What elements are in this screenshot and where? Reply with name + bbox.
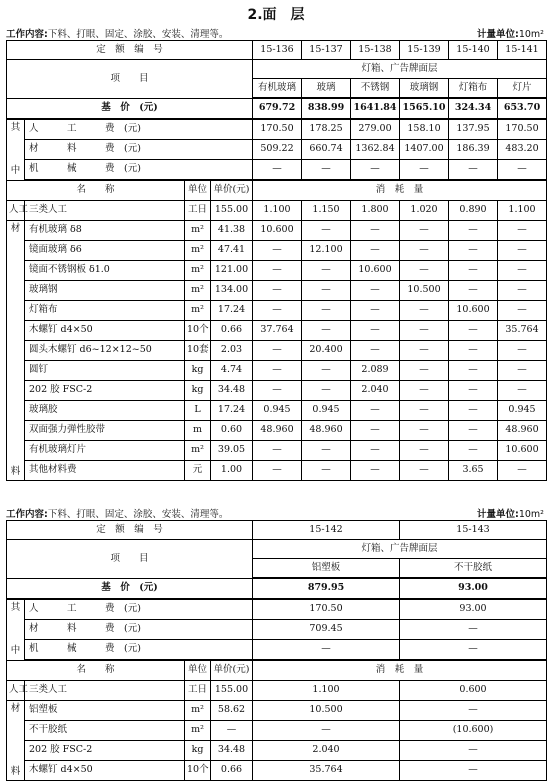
labor-side-label: 人工 [7,681,25,701]
cost-cell: — [253,640,400,661]
material-cell: — [253,301,302,321]
material-cell: — [400,701,547,721]
base-price-cell: 679.72 [253,98,302,119]
material-cell: — [302,361,351,381]
material-name: 202 胶 FSC-2 [25,381,185,401]
cost-cell: — [400,620,547,640]
cost-cell: — [400,640,547,661]
material-name: 有机玻璃 δ8 [25,221,185,241]
material-unit: kg [185,741,211,761]
column-header-row [7,660,547,681]
material-side [7,221,24,480]
cost-cell: — [351,160,400,181]
material-cell: — [400,321,449,341]
quota-table-2 [6,520,547,781]
material-cell: — [400,761,547,781]
material-cell: — [351,341,400,361]
material-unit: kg [185,381,211,401]
material-cell: — [498,341,547,361]
cost-cell: 709.45 [253,620,400,640]
material-price: 134.00 [211,281,253,301]
cost-cell: — [449,160,498,181]
base-price-label: 基 价 (元) [7,98,253,119]
cost-row-label: 材 料 费 (元) [25,140,253,160]
material-cell: 10.500 [253,701,400,721]
col-header-name: 名 称 [7,660,185,681]
base-price-cell: 879.95 [253,578,400,599]
material-cell: — [400,421,449,441]
base-price-cell: 653.70 [498,98,547,119]
col-header-unit: 单位 [185,180,211,201]
material-cell: — [351,401,400,421]
cost-side [7,120,24,180]
material-cell: 48.960 [498,421,547,441]
labor-side-label: 人工 [7,201,25,221]
cost-side-top: 其 [10,602,21,613]
col-header-consumption: 消 耗 量 [253,180,547,201]
cost-cell: 186.39 [449,140,498,160]
material-cell: — [498,461,547,481]
material-row [7,261,547,281]
cost-side-top: 其 [10,122,21,133]
material-unit: m² [185,301,211,321]
cost-cell: — [302,160,351,181]
labor-unit: 工日 [185,681,211,701]
material-unit: m² [185,721,211,741]
cost-cell: 483.20 [498,140,547,160]
material-cell: — [449,241,498,261]
material-price: 4.74 [211,361,253,381]
material-side [7,701,24,780]
material-price: — [211,721,253,741]
item-group-row [7,540,547,559]
material-cell: 10.600 [449,301,498,321]
cost-cell: 660.74 [302,140,351,160]
cost-cell: 509.22 [253,140,302,160]
work-content-text-2: 下料、打眼、固定、涂胶、安装、清理等。 [47,509,229,520]
material-cell: — [351,221,400,241]
labor-cell: 1.150 [302,201,351,221]
work-content-text: 下料、打眼、固定、涂胶、安装、清理等。 [47,29,229,40]
col-header-unit: 单位 [185,660,211,681]
material-unit: m [185,421,211,441]
measure-unit-value-2: 10m² [518,509,544,520]
material-row [7,741,547,761]
material-cell: — [351,461,400,481]
material-cell: — [400,741,547,761]
measure-unit-line [477,26,544,40]
material-cell: — [400,241,449,261]
cost-cell: — [253,160,302,181]
material-unit: 10个 [185,761,211,781]
material-cell: — [498,361,547,381]
material-row [7,441,547,461]
base-price-label: 基 价 (元) [7,578,253,599]
material-price: 58.62 [211,701,253,721]
material-unit: 元 [185,461,211,481]
labor-price: 155.00 [211,201,253,221]
material-price: 0.60 [211,421,253,441]
measure-unit-label: 计量单位: [477,29,519,40]
material-cell: 2.040 [253,741,400,761]
material-name: 镜面不锈钢板 δ1.0 [25,261,185,281]
measure-unit-value: 10m² [518,29,544,40]
labor-row [7,681,547,701]
work-content-line-2 [6,506,228,520]
cost-row-label: 人 工 费 (元) [25,119,253,140]
material-row [7,721,547,741]
item-name-cell: 灯箱布 [449,79,498,99]
item-group-row [7,60,547,79]
material-side-top: 材 [10,223,21,234]
col-header-price: 单价(元) [211,660,253,681]
material-price: 34.48 [211,381,253,401]
material-cell: — [351,281,400,301]
cost-cell: 93.00 [400,599,547,620]
material-price: 17.24 [211,301,253,321]
material-unit: m² [185,261,211,281]
material-name: 圆钉 [25,361,185,381]
material-unit: 10套 [185,341,211,361]
cost-side-label [7,119,25,180]
code-cell: 15-140 [449,41,498,60]
material-cell: 48.960 [253,421,302,441]
material-price: 0.66 [211,321,253,341]
labor-cell: 0.890 [449,201,498,221]
material-name: 玻璃胶 [25,401,185,421]
cost-cell: 170.50 [253,599,400,620]
material-cell: — [400,401,449,421]
material-cell: 10.600 [351,261,400,281]
cost-cell: 158.10 [400,119,449,140]
material-cell: — [253,361,302,381]
material-side-label [7,701,25,781]
material-row [7,421,547,441]
material-cell: 10.600 [253,221,302,241]
material-cell: — [400,361,449,381]
material-cell: — [302,381,351,401]
material-price: 41.38 [211,221,253,241]
material-row [7,221,547,241]
material-cell: 10.600 [498,441,547,461]
material-price: 34.48 [211,741,253,761]
code-label: 定 额 编 号 [7,521,253,540]
cost-row [7,140,547,160]
code-cell: 15-143 [400,521,547,540]
cost-row [7,119,547,140]
cost-cell: 279.00 [351,119,400,140]
material-side-label [7,221,25,481]
material-cell: — [449,401,498,421]
material-cell: — [449,321,498,341]
labor-name: 三类人工 [25,681,185,701]
col-header-consumption: 消 耗 量 [253,660,547,681]
material-cell: 48.960 [302,421,351,441]
measure-unit-line-2 [477,506,544,520]
material-cell: — [253,721,400,741]
material-cell: 2.040 [351,381,400,401]
column-header-row [7,180,547,201]
page-title: 2.面 层 [247,7,305,23]
material-name: 圆头木螺钉 d6~12×12~50 [25,341,185,361]
material-price: 121.00 [211,261,253,281]
material-cell: — [449,361,498,381]
material-cell: — [400,441,449,461]
material-cell: — [400,381,449,401]
material-unit: m² [185,241,211,261]
material-cell: — [302,221,351,241]
cost-row-label: 人 工 费 (元) [25,599,253,620]
material-side-bottom: 料 [10,765,21,777]
material-price: 17.24 [211,401,253,421]
material-cell: — [302,301,351,321]
material-cell: — [351,441,400,461]
item-name-cell: 灯片 [498,79,547,99]
material-cell: — [449,381,498,401]
cost-side-label [7,599,25,660]
material-cell: — [302,281,351,301]
material-cell: — [400,341,449,361]
material-cell: — [498,281,547,301]
labor-cell: 0.600 [400,681,547,701]
work-content-label: 工作内容: [6,29,48,40]
work-content-line [6,26,228,40]
material-cell: — [449,441,498,461]
material-cell: (10.600) [400,721,547,741]
cost-row-label: 材 料 费 (元) [25,620,253,640]
base-price-cell: 93.00 [400,578,547,599]
material-cell: — [498,221,547,241]
material-cell: 37.764 [253,321,302,341]
material-cell: — [253,381,302,401]
material-cell: — [253,281,302,301]
code-cell: 15-137 [302,41,351,60]
material-price: 39.05 [211,441,253,461]
work-content-label-2: 工作内容: [6,509,48,520]
base-price-cell: 1641.84 [351,98,400,119]
material-price: 0.66 [211,761,253,781]
code-row [7,521,547,540]
material-price: 47.41 [211,241,253,261]
material-row [7,761,547,781]
code-cell: 15-139 [400,41,449,60]
material-cell: — [449,221,498,241]
material-cell: — [302,441,351,461]
material-cell: — [449,341,498,361]
item-name-cell: 不干胶纸 [400,559,547,579]
material-cell: — [351,421,400,441]
labor-cell: 1.100 [498,201,547,221]
material-cell: — [351,241,400,261]
material-unit: m² [185,281,211,301]
cost-cell: 1362.84 [351,140,400,160]
material-name: 木螺钉 d4×50 [25,321,185,341]
cost-row [7,599,547,620]
group-label: 灯箱、广告牌面层 [253,60,547,79]
material-row [7,381,547,401]
material-cell: — [253,241,302,261]
material-row [7,241,547,261]
base-price-cell: 324.34 [449,98,498,119]
cost-side-bottom: 中 [10,645,21,657]
material-cell: — [253,261,302,281]
labor-name: 三类人工 [25,201,185,221]
material-name: 灯箱布 [25,301,185,321]
material-cell: — [498,381,547,401]
material-cell: 10.500 [400,281,449,301]
material-name: 202 胶 FSC-2 [25,741,185,761]
material-name: 其他材料费 [25,461,185,481]
material-cell: — [498,301,547,321]
item-label: 项 目 [7,60,253,99]
code-cell: 15-138 [351,41,400,60]
material-cell: — [253,341,302,361]
material-row [7,301,547,321]
material-cell: 0.945 [498,401,547,421]
material-cell: 0.945 [253,401,302,421]
material-cell: — [498,241,547,261]
material-row [7,361,547,381]
material-unit: m² [185,701,211,721]
cost-cell: 137.95 [449,119,498,140]
cost-cell: 1407.00 [400,140,449,160]
code-label: 定 额 编 号 [7,41,253,60]
material-row [7,401,547,421]
material-unit: L [185,401,211,421]
item-name-cell: 铝塑板 [253,559,400,579]
code-cell: 15-142 [253,521,400,540]
material-cell: — [351,301,400,321]
material-row [7,701,547,721]
cost-row [7,160,547,181]
material-cell: — [498,261,547,281]
material-cell: 12.100 [302,241,351,261]
code-cell: 15-136 [253,41,302,60]
material-cell: — [351,321,400,341]
cost-side-bottom: 中 [10,165,21,177]
material-price: 2.03 [211,341,253,361]
cost-cell: 178.25 [302,119,351,140]
material-row [7,281,547,301]
code-row [7,41,547,60]
material-cell: 3.65 [449,461,498,481]
labor-unit: 工日 [185,201,211,221]
material-side-bottom: 料 [10,465,21,477]
labor-price: 155.00 [211,681,253,701]
item-label: 项 目 [7,540,253,579]
material-name: 镜面玻璃 δ6 [25,241,185,261]
labor-cell: 1.100 [253,681,400,701]
base-price-row [7,98,547,119]
material-row [7,341,547,361]
material-cell: — [253,441,302,461]
material-cell: — [400,461,449,481]
material-unit: m² [185,441,211,461]
labor-cell: 1.100 [253,201,302,221]
item-name-cell: 有机玻璃 [253,79,302,99]
cost-cell: — [400,160,449,181]
material-cell: 2.089 [351,361,400,381]
material-price: 1.00 [211,461,253,481]
code-cell: 15-141 [498,41,547,60]
item-name-cell: 不锈钢 [351,79,400,99]
cost-side [7,600,24,660]
material-name: 铝塑板 [25,701,185,721]
material-unit: m² [185,221,211,241]
material-unit: kg [185,361,211,381]
cost-cell: 170.50 [253,119,302,140]
material-name: 双面强力弹性胶带 [25,421,185,441]
labor-row [7,201,547,221]
col-header-price: 单价(元) [211,180,253,201]
material-side-top: 材 [10,703,21,714]
quota-table-1 [6,40,547,481]
material-cell: — [302,321,351,341]
base-price-row [7,578,547,599]
material-row [7,321,547,341]
base-price-cell: 838.99 [302,98,351,119]
material-cell: 35.764 [498,321,547,341]
measure-unit-label-2: 计量单位: [477,509,519,520]
base-price-cell: 1565.10 [400,98,449,119]
item-name-cell: 玻璃 [302,79,351,99]
material-cell: 35.764 [253,761,400,781]
material-cell: — [400,261,449,281]
material-cell: — [449,421,498,441]
cost-row-label: 机 械 费 (元) [25,160,253,181]
material-unit: 10个 [185,321,211,341]
material-row [7,461,547,481]
labor-cell: 1.800 [351,201,400,221]
cost-cell: — [498,160,547,181]
material-name: 有机玻璃灯片 [25,441,185,461]
cost-row-label: 机 械 费 (元) [25,640,253,661]
material-cell: — [449,261,498,281]
labor-cell: 1.020 [400,201,449,221]
material-cell: — [400,221,449,241]
material-cell: — [302,261,351,281]
col-header-name: 名 称 [7,180,185,201]
material-name: 木螺钉 d4×50 [25,761,185,781]
material-cell: — [253,461,302,481]
material-name: 玻璃钢 [25,281,185,301]
material-cell: — [400,301,449,321]
material-cell: 0.945 [302,401,351,421]
cost-row [7,620,547,640]
group-label: 灯箱、广告牌面层 [253,540,547,559]
material-cell: — [302,461,351,481]
item-name-cell: 玻璃钢 [400,79,449,99]
material-cell: — [449,281,498,301]
material-name: 不干胶纸 [25,721,185,741]
material-cell: 20.400 [302,341,351,361]
cost-cell: 170.50 [498,119,547,140]
cost-row [7,640,547,661]
